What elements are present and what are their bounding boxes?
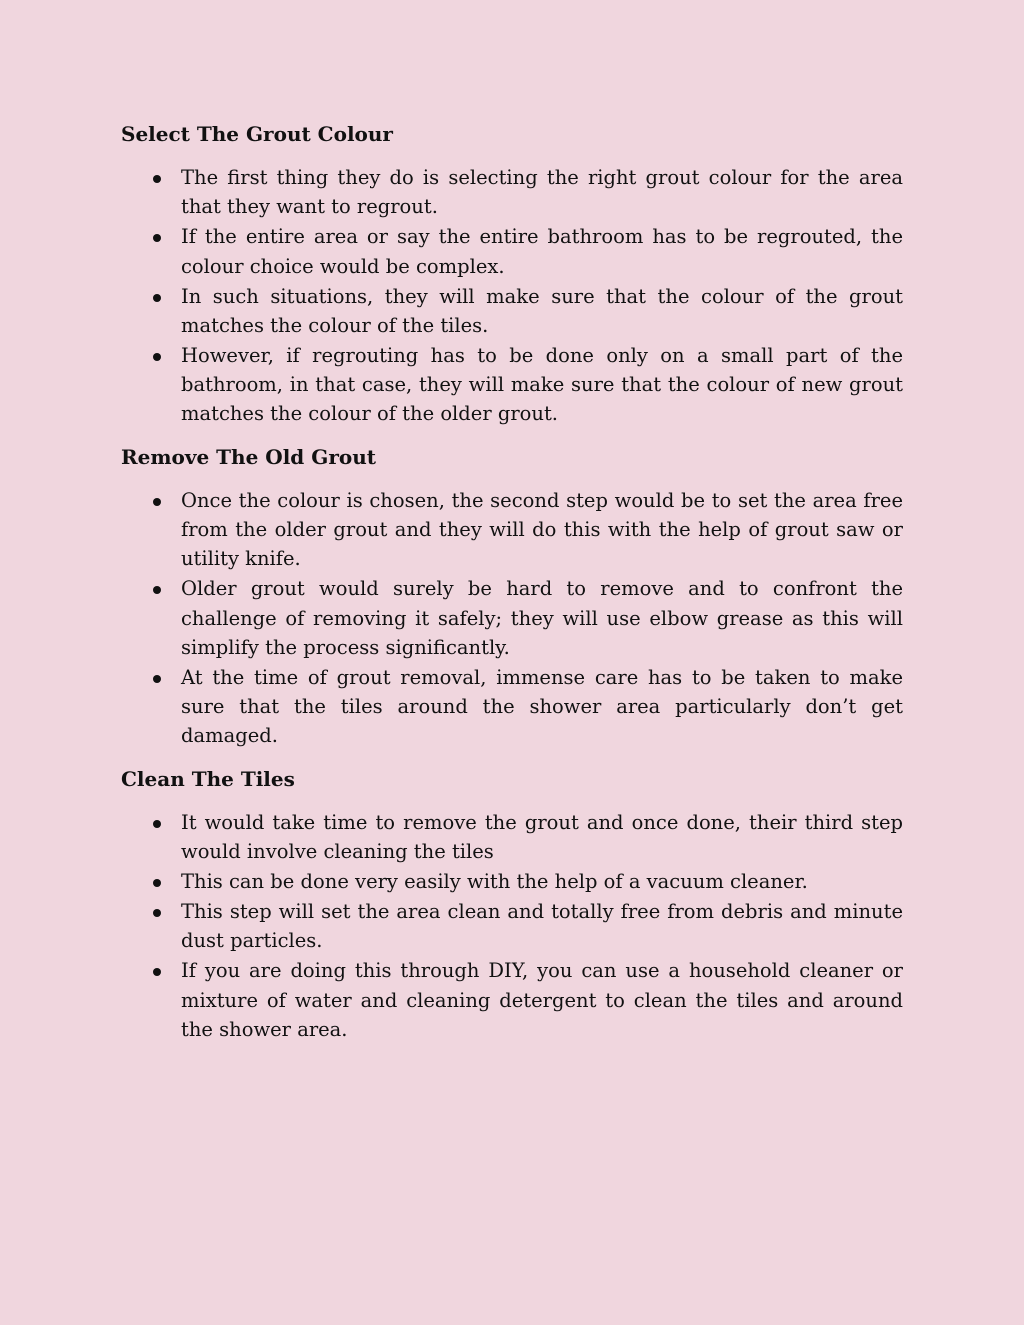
bullet-list-select-grout-colour	[121, 163, 903, 429]
list-item-text: It would take time to remove the grout and once done, their third step would involve cleaning the tiles	[181, 810, 903, 864]
bullet-icon	[153, 820, 161, 828]
list-item	[121, 486, 903, 574]
bullet-icon	[153, 353, 161, 361]
list-item	[121, 341, 903, 429]
list-item-text: This step will set the area clean and totally free from debris and minute dust particles.	[181, 900, 903, 953]
bullet-icon	[153, 234, 161, 242]
list-item	[121, 282, 903, 341]
list-item	[121, 574, 903, 662]
list-item-text: Once the colour is chosen, the second step would be to set the area free from the older grout and they will do this with the help of grout saw or utility knife.	[181, 488, 903, 571]
list-item	[121, 808, 903, 867]
bullet-icon	[153, 879, 161, 887]
list-item	[121, 897, 903, 956]
bullet-list-clean-tiles	[121, 808, 903, 1044]
section-heading-remove-old-grout: Remove The Old Grout	[121, 444, 376, 469]
bullet-icon	[153, 586, 161, 594]
section-heading-clean-tiles: Clean The Tiles	[121, 766, 295, 791]
bullet-icon	[153, 675, 161, 683]
list-item	[121, 163, 903, 222]
bullet-icon	[153, 968, 161, 976]
list-item	[121, 956, 903, 1044]
list-item-text: The first thing they do is selecting the right grout colour for the area that they want to regrout.	[181, 166, 903, 219]
list-item-text: However, if regrouting has to be done only on a small part of the bathroom, in that case, they will make sure that the colour of new grout matches the colour of the older grout.	[181, 343, 903, 426]
list-item	[121, 222, 903, 281]
bullet-icon	[153, 498, 161, 506]
bullet-icon	[153, 294, 161, 302]
list-item-text: This can be done very easily with the help of a vacuum cleaner.	[181, 870, 808, 894]
list-item-text: At the time of grout removal, immense care has to be taken to make sure that the tiles around the shower area particularly don’t get damaged.	[181, 665, 903, 748]
list-item-text: If you are doing this through DIY, you can use a household cleaner or mixture of water and cleaning detergent to clean the tiles and around the shower area.	[181, 959, 903, 1041]
list-item-text: In such situations, they will make sure that the colour of the grout matches the colour of the tiles.	[181, 284, 903, 337]
list-item-text: If the entire area or say the entire bathroom has to be regrouted, the colour choice would be complex.	[181, 225, 903, 278]
bullet-icon	[153, 175, 161, 183]
list-item	[121, 867, 903, 896]
bullet-list-remove-old-grout	[121, 486, 903, 751]
section-heading-select-grout-colour: Select The Grout Colour	[121, 122, 393, 146]
list-item-text: Older grout would surely be hard to remove and to confront the challenge of removing it safely; they will use elbow grease as this will simplify the process significantly.	[181, 577, 903, 659]
bullet-icon	[153, 909, 161, 917]
list-item	[121, 663, 903, 751]
